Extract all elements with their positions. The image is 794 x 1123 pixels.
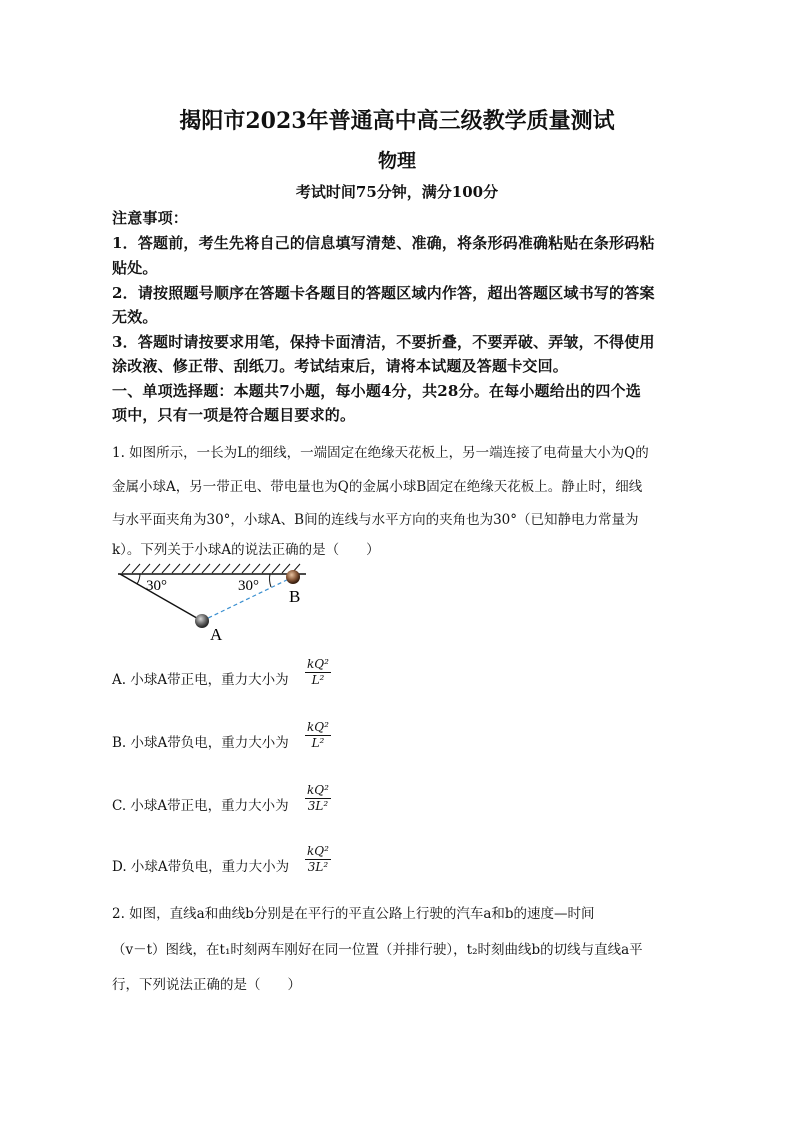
option-b[interactable]: B. 小球A带负电，重力大小为: [112, 735, 289, 751]
ball-b: [286, 570, 300, 584]
option-c-fraction: [305, 783, 331, 814]
option-d-numerator: kQ²: [307, 844, 329, 858]
left-angle-label: 30°: [146, 578, 167, 594]
option-c[interactable]: C. 小球A带正电，重力大小为: [112, 798, 289, 814]
note-2-line-2: 无效。: [112, 308, 158, 326]
option-b-numerator: kQ²: [307, 720, 329, 734]
q2-line-1: 2. 如图，直线a和曲线b分别是在平行的平直公路上行驶的汽车a和b的速度—时间: [112, 906, 595, 922]
note-2-line-1: 2．请按照题号顺序在答题卡各题目的答题区域内作答，超出答题区域书写的答案: [112, 284, 655, 302]
note-3-line-1: 3．答题时请按要求用笔，保持卡面清洁，不要折叠，不要弄破、弄皱，不得使用: [112, 333, 655, 351]
option-b-fraction: [305, 720, 331, 751]
left-angle-arc: [137, 574, 140, 584]
note-1-line-2: 贴处。: [112, 259, 158, 277]
option-b-denominator: L²: [311, 736, 325, 750]
q2-line-2: （v－t）图线，在t₁时刻两车刚好在同一位置（并排行驶），t₂时刻曲线b的切线与直线a平: [112, 942, 643, 958]
section-1-line-2: 项中，只有一项是符合题目要求的。: [112, 406, 356, 424]
note-1-line-1: 1．答题前，考生先将自己的信息填写清楚、准确，将条形码准确粘贴在条形码粘: [112, 234, 655, 252]
ball-a: [195, 614, 209, 628]
right-angle-arc: [270, 574, 271, 587]
right-angle-label: 30°: [238, 578, 259, 594]
q1-line-4: k）。下列关于小球A的说法正确的是（ ）: [112, 542, 380, 558]
label-b: B: [289, 587, 301, 606]
q1-line-2: 金属小球A，另一带正电、带电量也为Q的金属小球B固定在绝缘天花板上。静止时，细线: [112, 479, 643, 495]
exam-title: 揭阳市2023年普通高中高三级教学质量测试: [179, 108, 615, 134]
option-d[interactable]: D. 小球A带负电，重力大小为: [112, 859, 290, 875]
option-c-denominator: 3L²: [307, 799, 329, 813]
option-d-fraction: [305, 844, 331, 875]
q1-line-3: 与水平面夹角为30°，小球A、B间的连线与水平方向的夹角也为30°（已知静电力常量为: [112, 512, 639, 528]
subject-title: 物理: [377, 150, 416, 172]
q1-line-1: 1. 如图所示，一长为L的细线，一端固定在绝缘天花板上，另一端连接了电荷量大小为Q的: [112, 445, 649, 461]
q2-line-3: 行，下列说法正确的是（ ）: [112, 977, 301, 993]
note-3-line-2: 涂改液、修正带、刮纸刀。考试结束后，请将本试题及答题卡交回。: [112, 357, 569, 375]
option-a-fraction: [305, 657, 331, 688]
option-c-numerator: kQ²: [307, 783, 329, 797]
notes-heading: 注意事项：: [112, 209, 189, 227]
section-1-line-1: 一、单项选择题：本题共7小题，每小题4分，共28分。在每小题给出的四个选: [112, 382, 641, 400]
exam-info: 考试时间75分钟，满分100分: [295, 183, 499, 201]
option-a-denominator: L²: [311, 673, 325, 687]
label-a: A: [210, 625, 223, 644]
ceiling: [118, 564, 306, 574]
option-d-denominator: 3L²: [307, 860, 329, 874]
option-a[interactable]: A. 小球A带正电，重力大小为: [112, 672, 289, 688]
q1-figure: [110, 560, 320, 645]
option-a-numerator: kQ²: [307, 657, 329, 671]
